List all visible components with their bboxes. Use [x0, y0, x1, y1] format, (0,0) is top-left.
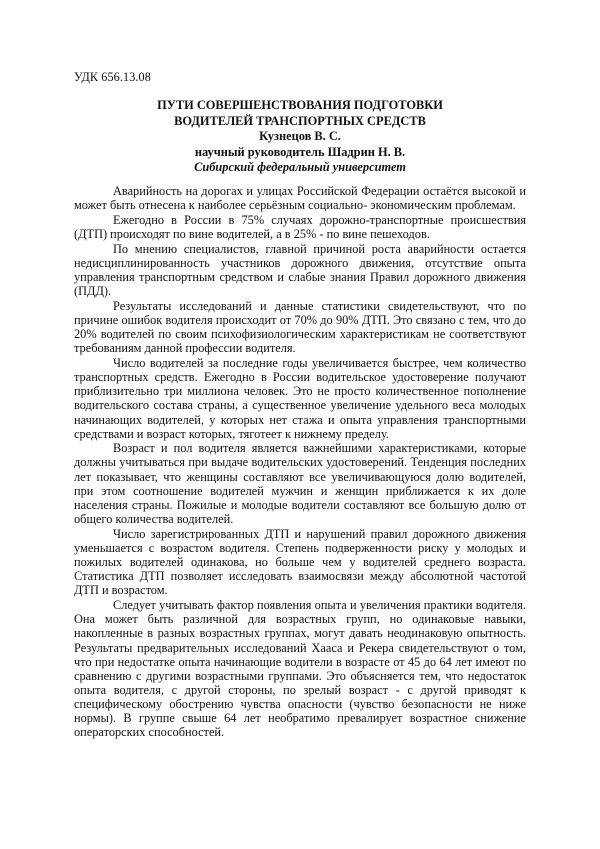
title-line-2: ВОДИТЕЛЕЙ ТРАНСПОРТНЫХ СРЕДСТВ — [174, 113, 426, 128]
article-header — [74, 98, 526, 176]
paragraph-7: Число зарегистрированных ДТП и нарушений правил дорожного движения уменьшается с возрастом водителя. Степень подверженности риску у молодых и пожилых водителей одинакова, но больше чем у водителей среднего возраста. Статистика ДТП позволяет исследовать взаимосвязи между абсолютной частотой ДТП и возрастом. — [74, 526, 526, 598]
paragraph-3: По мнению специалистов, главной причиной роста аварийности остается недисциплинированность участников дорожного движения, отсутствие опыта управления транспортным средством и слабые знания Правил дорожного движения (ПДД). — [74, 241, 526, 299]
paragraph-8: Следует учитывать фактор появления опыта и увеличения практики водителя. Она может быть различной для возрастных групп, но одинаковые навыки, накопленные в разных возрастных группах, могут давать неодинаковую опытность. Результаты предварительных исследований Хааса и Рекера свидетельствуют о том, что при недостатке опыта начинающие водители в возрасте от 45 до 64 лет имеют по сравнению с другими возрастными группами. Это объясняется тем, что недостаток опыта водителя, с другой стороны, по зрелый возраст - с другой приводят к специфическому обострению чувства опасности (чувство безопасности не ниже нормы). В группе свыше 64 лет необратимо превалирует возрастное снижение операторских способностей. — [74, 598, 526, 740]
affiliation: Сибирский федеральный университет — [194, 160, 406, 175]
paragraph-1: Аварийность на дорогах и улицах Российской Федерации остаётся высокой и может быть отнесена к наиболее серьёзным социально- экономическим проблемам. — [74, 184, 526, 213]
paragraph-6: Возраст и пол водителя является важнейшими характеристиками, которые должны учитываться при выдаче водительских удостоверений. Тенденция последних лет показывает, что женщины составляют все увеличивающуюся долю водителей, при этом соотношение водителей мужчин и женщин приближается к их доле населения страны. Пожилые и молодые водители составляют все большую долю от общего количества водителей. — [74, 441, 526, 527]
supervisor: научный руководитель Шадрин Н. В. — [194, 144, 406, 159]
title-line-1: ПУТИ СОВЕРШЕНСТВОВАНИЯ ПОДГОТОВКИ — [157, 98, 443, 112]
article-body — [74, 184, 526, 740]
paragraph-5: Число водителей за последние годы увеличивается быстрее, чем количество транспортных средств. Ежегодно в России водительское удостоверение получают приблизительно три миллиона человек. Это не просто количественное пополнение водительского состава страны, а существенное увеличение удельного веса молодых начинающих водителей, у которых нет стажа и опыта управления транспортными средствами и возраст которых, тяготеет к нижнему пределу. — [74, 355, 526, 441]
author: Кузнецов В. С. — [259, 129, 341, 144]
paragraph-2: Ежегодно в России в 75% случаях дорожно-транспортные происшествия (ДТП) происходят по вине водителей, а в 25% - по вине пешеходов. — [74, 212, 526, 241]
paragraph-4: Результаты исследований и данные статистики свидетельствуют, что по причине ошибок водителя происходит от 70% до 90% ДТП. Это связано с тем, что до 20% водителей по своим психофизиологическим характеристикам не соответствуют требованиям данной профессии водителя. — [74, 298, 526, 356]
udk-code: УДК 656.13.08 — [74, 70, 151, 84]
